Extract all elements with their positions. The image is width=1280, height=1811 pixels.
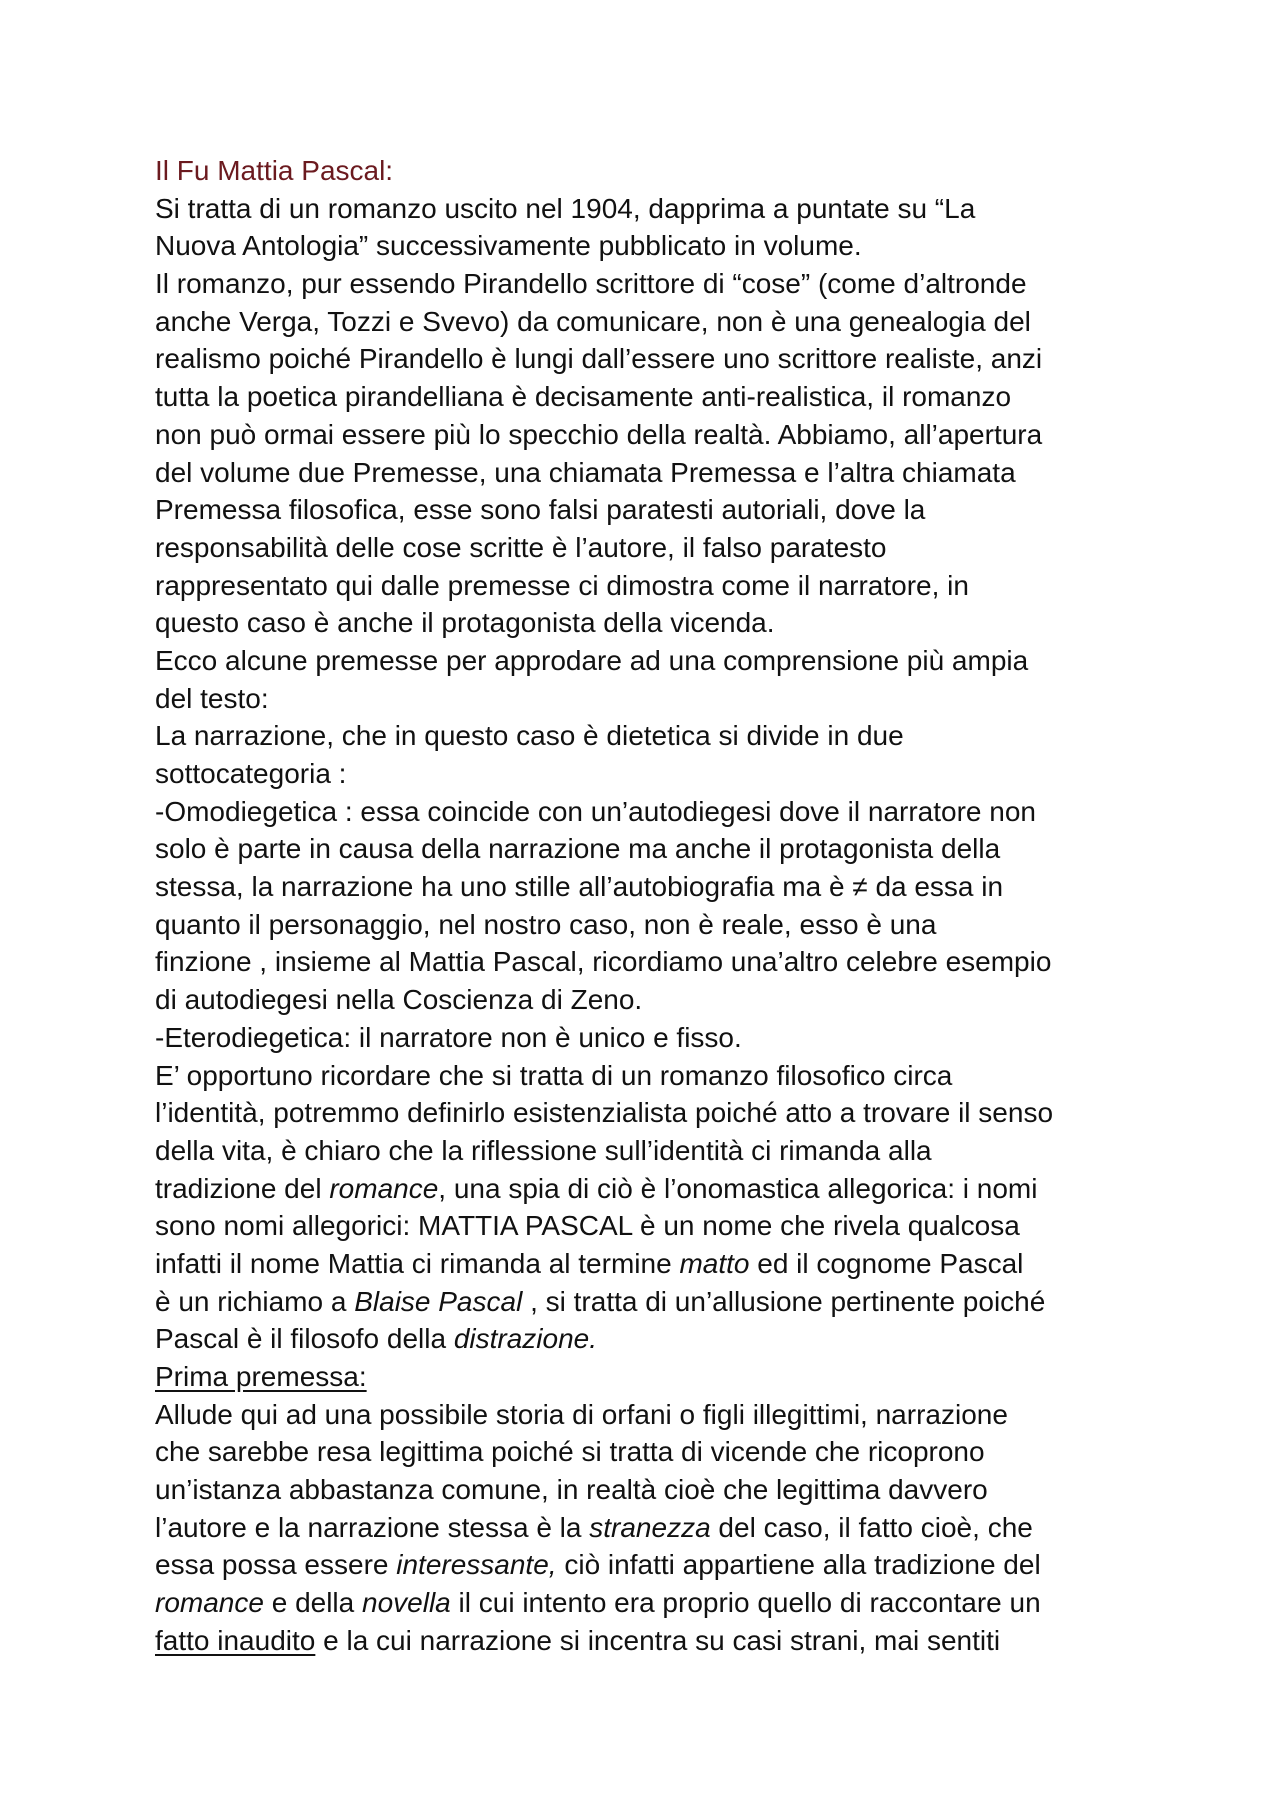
text-run: ed il cognome Pascal bbox=[749, 1247, 1024, 1279]
paragraph-line: quanto il personaggio, nel nostro caso, non è reale, esso è una bbox=[155, 908, 937, 940]
text-run: del caso, il fatto cioè, che bbox=[710, 1511, 1033, 1543]
paragraph-line: solo è parte in causa della narrazione ma anche il protagonista della bbox=[155, 833, 1001, 865]
italic-term: romance bbox=[155, 1587, 264, 1619]
italic-term: matto bbox=[679, 1247, 750, 1279]
paragraph-line: di autodiegesi nella Coscienza di Zeno. bbox=[155, 984, 643, 1016]
paragraph-line: rappresentato qui dalle premesse ci dimostra come il narratore, in bbox=[155, 569, 969, 601]
paragraph-line: E’ opportuno ricordare che si tratta di un romanzo filosofico circa bbox=[155, 1059, 953, 1091]
paragraph-line: realismo poiché Pirandello è lungi dall’essere uno scrittore realiste, anzi bbox=[155, 343, 1043, 375]
paragraph-line: responsabilità delle cose scritte è l’autore, il falso paratesto bbox=[155, 531, 887, 563]
text-run: infatti il nome Mattia ci rimanda al termine bbox=[155, 1247, 680, 1279]
paragraph-line: Ecco alcune premesse per approdare ad una comprensione più ampia bbox=[155, 644, 1029, 676]
paragraph-line: stessa, la narrazione ha uno stille all’autobiografia ma è ≠ da essa in bbox=[155, 871, 1004, 903]
paragraph-line: tutta la poetica pirandelliana è decisamente anti-realistica, il romanzo bbox=[155, 381, 1012, 413]
paragraph-line: l’identità, potremmo definirlo esistenzialista poiché atto a trovare il senso bbox=[155, 1097, 1054, 1129]
paragraph-line: sono nomi allegorici: MATTIA PASCAL è un nome che rivela qualcosa bbox=[155, 1210, 1020, 1242]
paragraph-line: La narrazione, che in questo caso è dietetica si divide in due bbox=[155, 720, 904, 752]
text-run: è un richiamo a bbox=[155, 1285, 355, 1317]
paragraph-line: Allude qui ad una possibile storia di orfani o figli illegittimi, narrazione bbox=[155, 1398, 1008, 1430]
italic-term: interessante, bbox=[396, 1549, 557, 1581]
paragraph-line: Si tratta di un romanzo uscito nel 1904, dapprima a puntate su “La bbox=[155, 192, 976, 224]
paragraph-line bbox=[155, 1283, 1155, 1321]
paragraph-line bbox=[155, 1320, 1155, 1358]
text-run: e della bbox=[263, 1587, 363, 1619]
document-title: Il Fu Mattia Pascal: bbox=[155, 155, 394, 186]
text-run: tradizione del bbox=[155, 1172, 330, 1204]
text-run: , si tratta di un’allusione pertinente poiché bbox=[522, 1285, 1046, 1317]
paragraph-line: sottocategoria : bbox=[155, 758, 347, 789]
paragraph-line: -Omodiegetica : essa coincide con un’autodiegesi dove il narratore non bbox=[155, 795, 1036, 827]
paragraph-line bbox=[155, 1170, 1155, 1208]
italic-term: romance bbox=[329, 1172, 439, 1204]
text-run: e la cui narrazione si incentra su casi strani, mai sentiti bbox=[315, 1624, 1001, 1656]
section-heading-text: Prima premessa: bbox=[155, 1361, 367, 1392]
paragraph-line: finzione , insieme al Mattia Pascal, ricordiamo una’altro celebre esempio bbox=[155, 946, 1052, 978]
paragraph-line: un’istanza abbastanza comune, in realtà cioè che legittima davvero bbox=[155, 1474, 988, 1506]
paragraph-line: questo caso è anche il protagonista della vicenda. bbox=[155, 607, 775, 639]
paragraph-line: anche Verga, Tozzi e Svevo) da comunicare, non è una genealogia del bbox=[155, 305, 1031, 337]
italic-term: novella bbox=[362, 1587, 451, 1619]
paragraph-line bbox=[155, 1546, 1155, 1584]
italic-term: stranezza bbox=[589, 1511, 711, 1543]
text-run: il cui intento era proprio quello di raccontare un bbox=[450, 1587, 1041, 1619]
italic-term: distrazione. bbox=[453, 1323, 598, 1355]
section-heading bbox=[155, 1358, 1155, 1396]
text-run: , una spia di ciò è l’onomastica allegorica: i nomi bbox=[438, 1172, 1038, 1204]
paragraph-line: Premessa filosofica, esse sono falsi paratesti autoriali, dove la bbox=[155, 494, 926, 526]
paragraph-line: -Eterodiegetica: il narratore non è unico e fisso. bbox=[155, 1021, 742, 1053]
paragraph-line: del volume due Premesse, una chiamata Premessa e l’altra chiamata bbox=[155, 456, 1016, 488]
paragraph-line bbox=[155, 1245, 1155, 1283]
text-run: l’autore e la narrazione stessa è la bbox=[155, 1511, 590, 1543]
paragraph-line: Il romanzo, pur essendo Pirandello scrittore di “cose” (come d’altronde bbox=[155, 268, 1027, 300]
underlined-term: fatto inaudito bbox=[155, 1624, 316, 1656]
italic-term: Blaise Pascal bbox=[354, 1285, 523, 1317]
paragraph-line bbox=[155, 1509, 1155, 1547]
paragraph-line bbox=[155, 1584, 1155, 1622]
paragraph-line: della vita, è chiaro che la riflessione sull’identità ci rimanda alla bbox=[155, 1134, 932, 1166]
text-run: essa possa essere bbox=[155, 1549, 397, 1581]
paragraph-line bbox=[155, 1622, 1155, 1660]
paragraph-line: del testo: bbox=[155, 682, 269, 714]
paragraph-line: Nuova Antologia” successivamente pubblicato in volume. bbox=[155, 230, 862, 262]
paragraph-line: che sarebbe resa legittima poiché si tratta di vicende che ricoprono bbox=[155, 1436, 985, 1468]
text-run: Pascal è il filosofo della bbox=[155, 1323, 454, 1355]
paragraph-line: non può ormai essere più lo specchio della realtà. Abbiamo, all’apertura bbox=[155, 418, 1043, 450]
document-body bbox=[155, 152, 1155, 1660]
text-run: ciò infatti appartiene alla tradizione del bbox=[556, 1549, 1041, 1581]
